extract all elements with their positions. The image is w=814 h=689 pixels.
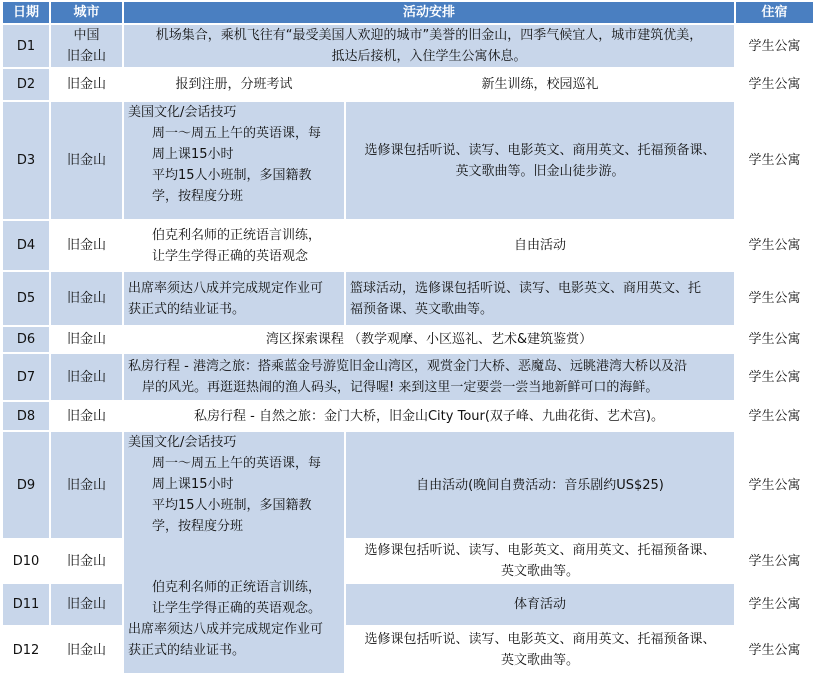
- lodging-cell: 学生公寓: [735, 539, 814, 583]
- city-cell: 旧金山: [50, 101, 123, 220]
- city-cell: 旧金山: [50, 220, 123, 271]
- city-cell: 旧金山: [50, 583, 123, 626]
- afternoon-activity-cell: 自由活动(晚间自费活动：音乐剧约US$25): [345, 431, 735, 539]
- morning-course-cell: [123, 220, 345, 271]
- table-row: [2, 401, 814, 431]
- header-city: 城市: [50, 1, 123, 24]
- table-row: [2, 101, 814, 220]
- activity-line: 私房行程 - 港湾之旅：搭乘蓝金号游览旧金山湾区，观赏金门大桥、恶魔岛、远眺港湾大桥以及沿: [128, 359, 687, 374]
- morning-course-cell: [123, 271, 345, 326]
- header-lodging: 住宿: [735, 1, 814, 24]
- course-line: 平均15人小班制，多国籍教: [152, 498, 312, 513]
- course-line: 伯克利名师的正统语言训练，: [152, 227, 322, 243]
- day-cell: D3: [2, 101, 50, 220]
- course-line: 出席率须达八成并完成规定作业可: [128, 622, 324, 637]
- lodging-cell: 学生公寓: [735, 68, 814, 101]
- table-row: [2, 68, 814, 101]
- lodging-cell: 学生公寓: [735, 220, 814, 271]
- header-activity: 活动安排: [123, 1, 735, 24]
- course-line: 周一～周五上午的英语课，每: [152, 126, 322, 141]
- activity-line: 选修课包括听说、读写、电影英文、商用英文、托福预备课、: [364, 543, 716, 558]
- day-cell: D8: [2, 401, 50, 431]
- day-cell: D10: [2, 539, 50, 583]
- course-line: 周一～周五上午的英语课，每: [152, 456, 322, 471]
- city-cell: 旧金山: [50, 431, 123, 539]
- lodging-cell: 学生公寓: [735, 271, 814, 326]
- activity-line: 英文歌曲等。: [501, 564, 580, 579]
- afternoon-activity-cell: [345, 101, 735, 220]
- afternoon-activity-cell: [345, 539, 735, 583]
- city-line: 中国: [73, 28, 100, 43]
- activity-line: 福预备课、英文歌曲等。: [350, 301, 494, 317]
- course-line: 周上课15小时: [152, 147, 234, 162]
- day-cell: D11: [2, 583, 50, 626]
- day-cell: D9: [2, 431, 50, 539]
- table-row: [2, 220, 814, 271]
- activity-line: 抵达后接机，入住学生公寓休息。: [331, 49, 527, 64]
- city-cell: 旧金山: [50, 326, 123, 353]
- morning-course-cell: [123, 101, 345, 220]
- course-title: 美国文化/会话技巧: [128, 105, 237, 120]
- morning-activity-cell: 报到注册，分班考试: [123, 68, 345, 101]
- day-cell: D5: [2, 271, 50, 326]
- activity-cell: [123, 24, 735, 68]
- lodging-cell: 学生公寓: [735, 326, 814, 353]
- course-line: 周上课15小时: [152, 477, 234, 492]
- course-line: 让学生学得正确的英语观念: [152, 248, 309, 264]
- day-cell: D4: [2, 220, 50, 271]
- lodging-cell: 学生公寓: [735, 24, 814, 68]
- itinerary-table: [1, 0, 814, 675]
- activity-line: 英文歌曲等。: [501, 653, 580, 668]
- afternoon-activity-cell: 自由活动: [345, 220, 735, 271]
- activity-line: 篮球活动，选修课包括听说、读写、电影英文、商用英文、托: [350, 280, 702, 296]
- course-line: 学，按程度分班: [152, 519, 244, 534]
- morning-course-cell: [123, 431, 345, 674]
- table-row: [2, 24, 814, 68]
- afternoon-activity-cell: [345, 626, 735, 674]
- course-line: 伯克利名师的正统语言训练，: [152, 580, 322, 595]
- activity-line: 岸的风光。再逛逛热闹的渔人码头，记得喔! 来到这里一定要尝一尝当地新鲜可口的海鲜。: [142, 380, 659, 395]
- course-line: 学，按程度分班: [152, 189, 244, 204]
- day-cell: D1: [2, 24, 50, 68]
- city-cell: 旧金山: [50, 68, 123, 101]
- city-cell: [50, 24, 123, 68]
- afternoon-activity-cell: 体育活动: [345, 583, 735, 626]
- course-line: 平均15人小班制，多国籍教: [152, 168, 312, 183]
- lodging-cell: 学生公寓: [735, 353, 814, 401]
- course-line: 出席率须达八成并完成规定作业可: [128, 280, 324, 296]
- day-cell: D2: [2, 68, 50, 101]
- table-row: [2, 326, 814, 353]
- header-day: 日期: [2, 1, 50, 24]
- day-cell: D7: [2, 353, 50, 401]
- city-cell: 旧金山: [50, 401, 123, 431]
- activity-line: 机场集合，乘机飞往有“最受美国人欢迎的城市”美誉的旧金山，四季气候宜人，城市建筑优美，: [155, 28, 703, 43]
- spacer: [128, 537, 340, 577]
- day-cell: D12: [2, 626, 50, 674]
- city-line: 旧金山: [66, 49, 106, 64]
- lodging-cell: 学生公寓: [735, 401, 814, 431]
- lodging-cell: 学生公寓: [735, 626, 814, 674]
- day-cell: D6: [2, 326, 50, 353]
- table-header-row: [2, 1, 814, 24]
- activity-line: 选修课包括听说、读写、电影英文、商用英文、托福预备课、: [364, 142, 716, 158]
- city-cell: 旧金山: [50, 271, 123, 326]
- afternoon-activity-cell: 新生训练，校园巡礼: [345, 68, 735, 101]
- course-line: 获正式的结业证书。: [128, 301, 246, 317]
- lodging-cell: 学生公寓: [735, 583, 814, 626]
- city-cell: 旧金山: [50, 626, 123, 674]
- table-row: [2, 353, 814, 401]
- activity-cell: [123, 353, 735, 401]
- table-row: [2, 431, 814, 539]
- course-title: 美国文化/会话技巧: [128, 435, 237, 450]
- activity-cell: 湾区探索课程 （教学观摩、小区巡礼、艺术&建筑鉴赏）: [123, 326, 735, 353]
- lodging-cell: 学生公寓: [735, 101, 814, 220]
- activity-cell: 私房行程 - 自然之旅：金门大桥，旧金山City Tour(双子峰、九曲花街、艺术宫)。: [123, 401, 735, 431]
- activity-line: 选修课包括听说、读写、电影英文、商用英文、托福预备课、: [364, 632, 716, 647]
- afternoon-activity-cell: [345, 271, 735, 326]
- table-row: [2, 271, 814, 326]
- course-line: 让学生学得正确的英语观念。: [152, 601, 322, 616]
- activity-line: 英文歌曲等。旧金山徒步游。: [455, 163, 625, 179]
- course-line: 获正式的结业证书。: [128, 643, 246, 658]
- lodging-cell: 学生公寓: [735, 431, 814, 539]
- city-cell: 旧金山: [50, 539, 123, 583]
- city-cell: 旧金山: [50, 353, 123, 401]
